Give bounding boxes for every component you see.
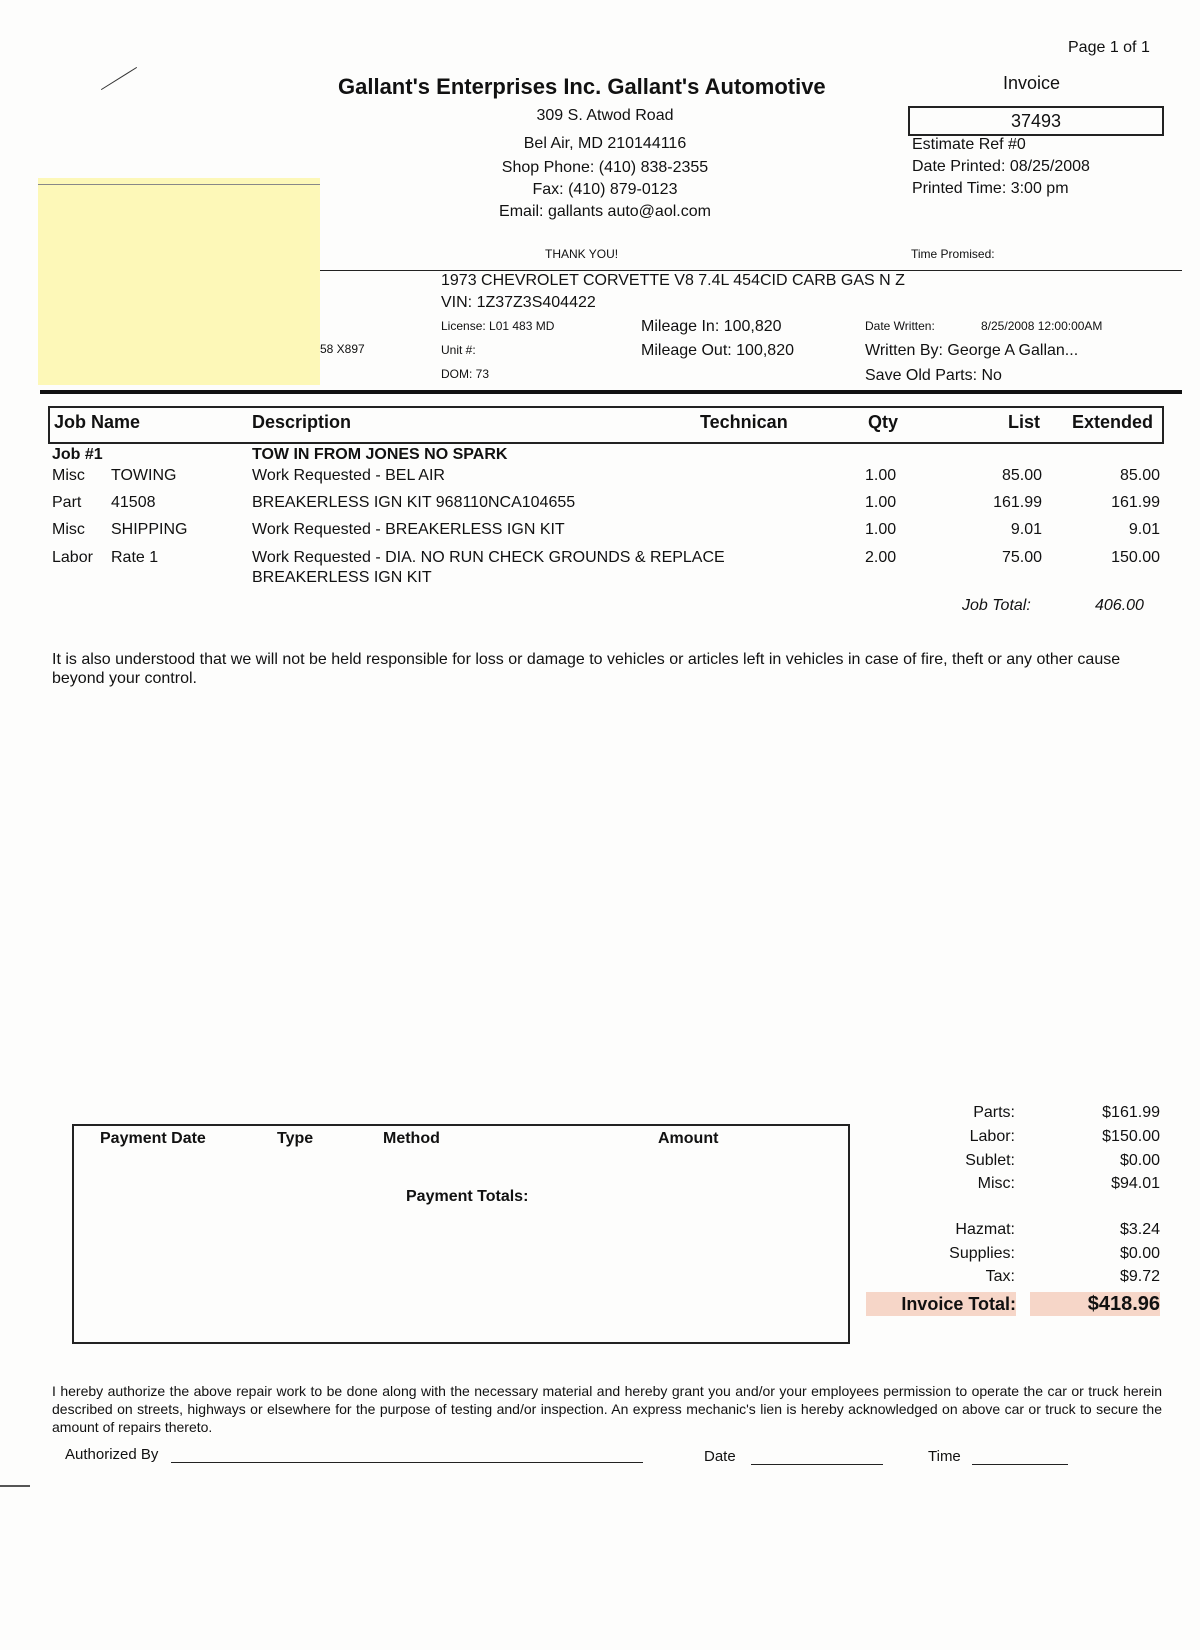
col-qty: Qty [868,412,899,432]
col-description: Description [252,412,352,432]
payment-method-header: Method [383,1130,440,1147]
company-name: Gallant's Enterprises Inc. Gallant's Automotive [338,74,826,99]
printed-time: Printed Time: 3:00 pm [912,180,1069,197]
date-printed: Date Printed: 08/25/2008 [912,158,1090,175]
invoice-total-value: $418.96 [1030,1292,1160,1316]
invoice-label: Invoice [1003,73,1061,93]
row-extended: 150.00 [1111,549,1160,566]
row-list: 161.99 [993,494,1042,511]
time-signature-line[interactable] [972,1464,1068,1465]
summary-misc-value: $94.01 [1111,1175,1160,1192]
summary-labor-value: $150.00 [1102,1128,1160,1145]
shop-fax: Fax: (410) 879-0123 [532,181,678,198]
row-desc-continued: BREAKERLESS IGN KIT [252,569,432,586]
job-total-label: Job Total: [962,597,1031,614]
shop-phone: Shop Phone: (410) 838-2355 [501,159,709,176]
row-qty: 1.00 [865,521,897,538]
row-qty: 2.00 [865,549,897,566]
summary-tax-label: Tax: [985,1268,1015,1285]
vehicle-dom: DOM: 73 [441,367,490,381]
time-label: Time [928,1448,961,1465]
row-desc: Work Requested - DIA. NO RUN CHECK GROUNDS & REPLACE [252,549,725,566]
vehicle-vin: VIN: 1Z37Z3S404422 [441,294,596,311]
payment-box [72,1124,850,1344]
summary-hazmat-value: $3.24 [1119,1221,1160,1238]
row-list: 9.01 [1010,521,1042,538]
mileage-in: Mileage In: 100,820 [641,318,782,335]
row-name: 41508 [111,494,156,511]
row-list: 85.00 [1001,467,1042,484]
row-type: Misc [52,521,85,538]
row-list: 75.00 [1001,549,1042,566]
row-type: Labor [52,549,93,566]
page-number: Page 1 of 1 [1068,39,1150,56]
thank-you-text: THANK YOU! [545,247,619,261]
invoice-total-label: Invoice Total: [866,1292,1016,1316]
row-name: TOWING [111,467,177,484]
authorization-text: I hereby authorize the above repair work to be done along with the necessary material and hereby grant you and/or your employees permission to operate the car or truck herein described on streets, highways or elsewhere for the purpose of testing and/or inspection. An express mechanic's lien is hereby acknowledged on above car or truck to secure the amount of repairs thereto. [52,1383,1162,1435]
date-signature-line[interactable] [751,1464,883,1465]
summary-supplies-label: Supplies: [949,1245,1015,1262]
summary-sublet-value: $0.00 [1119,1152,1160,1169]
job-total-value: 406.00 [1095,597,1144,614]
time-promised: Time Promised: [911,247,995,261]
job-label: Job #1 [52,446,103,463]
date-written-value: 8/25/2008 12:00:00AM [981,319,1103,333]
row-desc: BREAKERLESS IGN KIT 968110NCA104655 [252,494,576,511]
col-extended: Extended [1072,412,1154,432]
row-name: Rate 1 [111,549,159,566]
summary-labor-label: Labor: [969,1128,1015,1145]
row-extended: 161.99 [1111,494,1160,511]
section-rule [40,390,1182,394]
save-old-parts: Save Old Parts: No [865,367,1002,384]
row-extended: 85.00 [1119,467,1160,484]
shop-email: Email: gallants auto@aol.com [499,203,711,220]
row-qty: 1.00 [865,467,897,484]
vehicle-license: License: L01 483 MD [441,319,555,333]
job-description: TOW IN FROM JONES NO SPARK [252,446,508,463]
estimate-ref: Estimate Ref #0 [912,136,1026,153]
table-row [52,549,1160,589]
plate-fragment: 58 X897 [320,342,365,356]
payment-date-header: Payment Date [100,1130,206,1147]
col-job-name: Job Name [54,412,141,432]
col-list: List [1008,412,1041,432]
sticky-note-edge [38,184,320,185]
written-by: Written By: George A Gallan... [865,342,1079,359]
vehicle-description: 1973 CHEVROLET CORVETTE V8 7.4L 454CID CARB GAS N Z [441,272,905,289]
summary-parts-label: Parts: [973,1104,1015,1121]
row-desc: Work Requested - BREAKERLESS IGN KIT [252,521,565,538]
sticky-note [38,178,320,385]
payment-totals: Payment Totals: [406,1188,529,1205]
page-edge-mark [0,1485,30,1487]
pen-checkmark [101,67,137,90]
row-name: SHIPPING [111,521,188,538]
date-label: Date [704,1448,736,1465]
authorized-by-signature-line[interactable] [171,1462,643,1463]
summary-parts-value: $161.99 [1102,1104,1160,1121]
liability-disclaimer: It is also understood that we will not be held responsible for loss or damage to vehicles or articles left in vehicles in case of fire, theft or any other cause beyond your control. [52,651,1121,687]
shop-city: Bel Air, MD 210144116 [523,135,687,152]
row-desc: Work Requested - BEL AIR [252,467,445,484]
summary-supplies-value: $0.00 [1119,1245,1160,1262]
payment-amount-header: Amount [658,1130,719,1147]
summary-sublet-label: Sublet: [965,1152,1015,1169]
summary-misc-label: Misc: [977,1175,1015,1192]
mileage-out: Mileage Out: 100,820 [641,342,794,359]
summary-hazmat-label: Hazmat: [955,1221,1015,1238]
authorized-by-label: Authorized By [65,1446,159,1463]
shop-address: 309 S. Atwod Road [536,107,674,124]
payment-type-header: Type [277,1130,314,1147]
row-qty: 1.00 [865,494,897,511]
invoice-number: 37493 [908,106,1164,136]
row-extended: 9.01 [1128,521,1160,538]
row-type: Misc [52,467,85,484]
table-header [48,406,1164,444]
summary-tax-value: $9.72 [1119,1268,1160,1285]
col-technician: Technican [700,412,788,432]
vehicle-unit: Unit #: [441,343,476,357]
row-type: Part [52,494,82,511]
date-written-label: Date Written: [865,319,935,333]
